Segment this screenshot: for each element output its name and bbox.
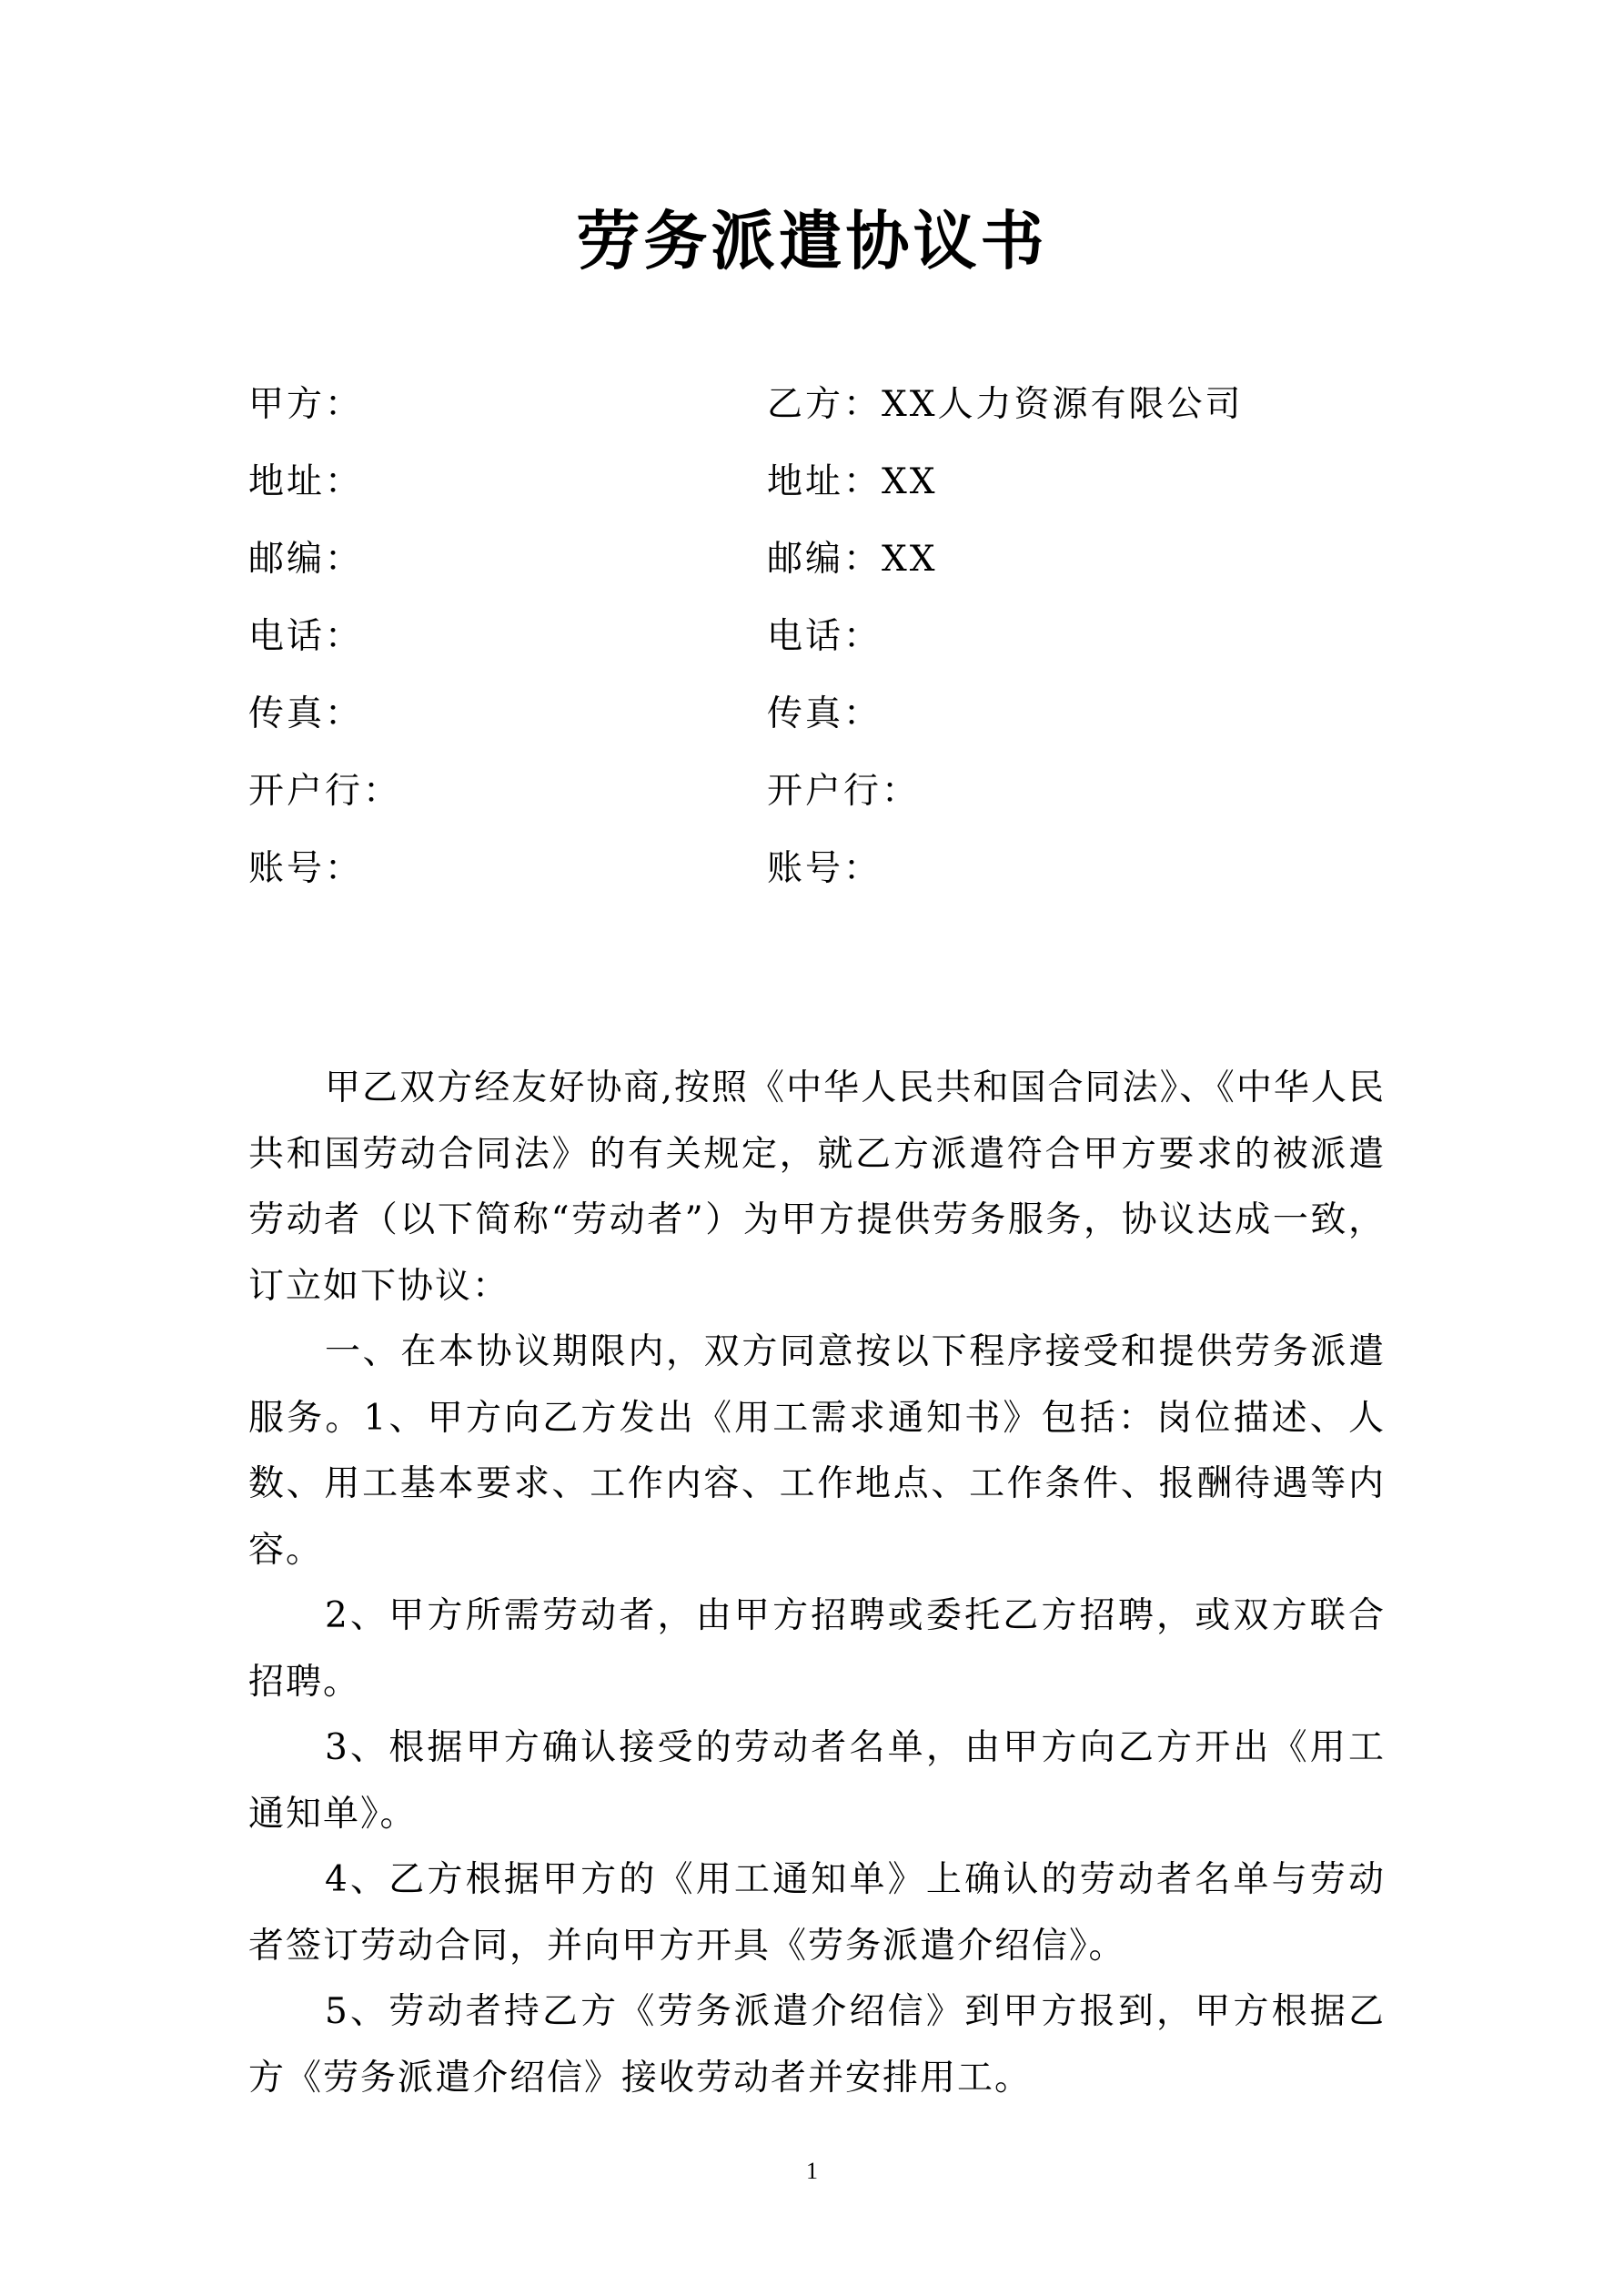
party-a-postcode: 邮编： [248,539,364,580]
party-row-name [248,373,1377,450]
party-row-address [248,450,1377,528]
party-a-name: 甲方： [248,384,364,425]
party-b-phone: 电话： [767,616,883,657]
clause-3-paragraph: 3、根据甲方确认接受的劳动者名单，由甲方向乙方开出《用工通知单》。 [248,1727,1386,1835]
party-a-bank: 开户行： [248,771,402,812]
party-b-name: 乙方：XX人力资源有限公司 [767,384,1244,425]
party-row-bank [248,760,1377,837]
clause-1-paragraph: 一、在本协议期限内，双方同意按以下程序接受和提供劳务派遣服务。1、甲方向乙方发出《用工需求通知书》包括：岗位描述、人数、用工基本要求、工作内容、工作地点、工作条件、报酬待遇等内容。 [248,1331,1386,1571]
party-b-account: 账号： [767,848,883,889]
party-a-fax: 传真： [248,693,364,734]
page-number: 1 [806,2158,818,2184]
intro-paragraph: 甲乙双方经友好协商,按照《中华人民共和国合同法》、《中华人民共和国劳动合同法》的有关规定，就乙方派遣符合甲方要求的被派遣劳动者（以下简称“劳动者”）为甲方提供劳务服务，协议达成一致，订立如下协议： [248,1067,1386,1307]
clause-5-paragraph: 5、劳动者持乙方《劳务派遣介绍信》到甲方报到，甲方根据乙方《劳务派遣介绍信》接收劳动者并安排用工。 [248,1991,1386,2099]
agreement-body [248,1056,1386,2111]
clause-4-paragraph: 4、乙方根据甲方的《用工通知单》上确认的劳动者名单与劳动者签订劳动合同，并向甲方开具《劳务派遣介绍信》。 [248,1859,1386,1967]
party-info-block [248,373,1377,915]
party-b-bank: 开户行： [767,771,921,812]
clause-2-paragraph: 2、甲方所需劳动者，由甲方招聘或委托乙方招聘，或双方联合招聘。 [248,1595,1386,1703]
party-b-fax: 传真： [767,693,883,734]
party-b-postcode: 邮编：XX [767,539,938,580]
party-b-address: 地址：XX [767,461,938,502]
party-row-postcode [248,528,1377,605]
party-a-account: 账号： [248,848,364,889]
party-row-fax [248,683,1377,760]
party-row-phone [248,605,1377,683]
document-title: 劳务派遣协议书 [576,204,1048,278]
party-row-account [248,837,1377,915]
party-a-phone: 电话： [248,616,364,657]
party-a-address: 地址： [248,461,364,502]
